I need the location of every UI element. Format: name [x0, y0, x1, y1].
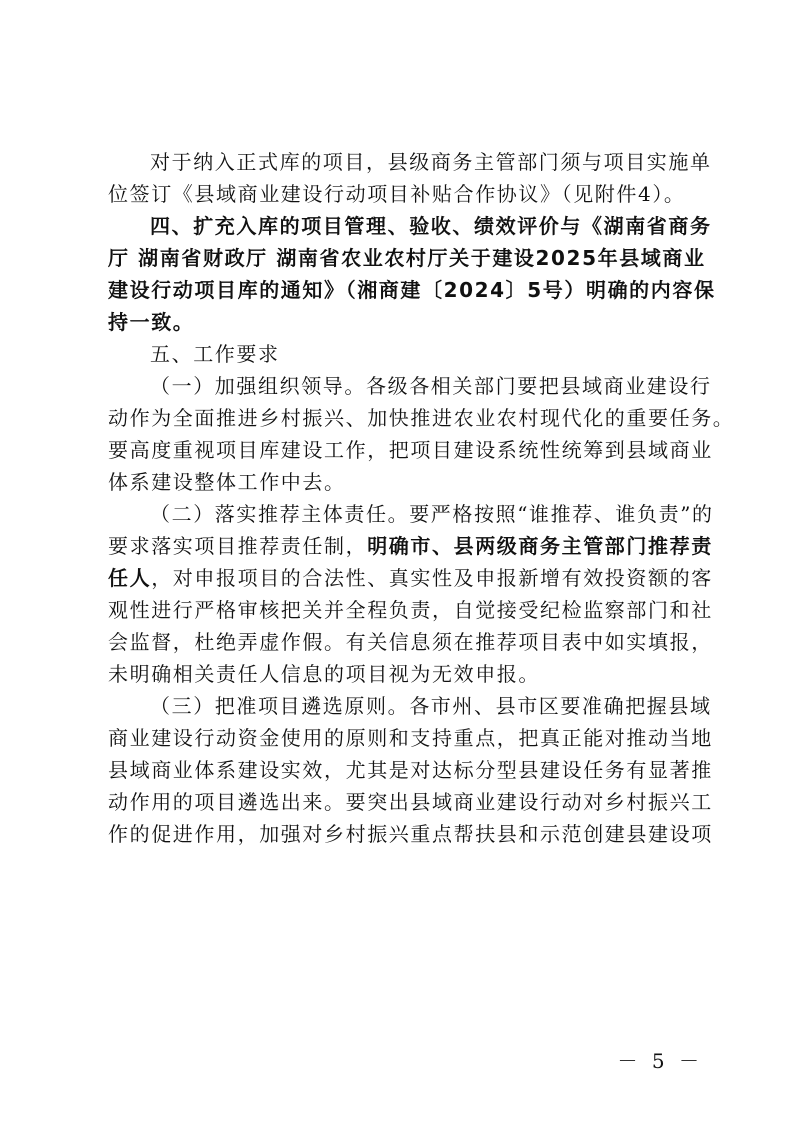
text-line: ，对申报项目的合法性、真实性及申报新增有效投资额的客 — [151, 566, 713, 590]
text-line: 要求落实项目推荐责任制， — [108, 534, 368, 558]
text-line: 四、扩充入库的项目管理、验收、绩效评价与《湖南省商务 — [150, 214, 712, 238]
text-line: 商业建设行动资金使用的原则和支持重点，把真正能对推动当地 — [108, 726, 713, 750]
text-line: 对于纳入正式库的项目，县级商务主管部门须与项目实施单 — [150, 150, 712, 174]
text-line: 县域商业体系建设实效，尤其是对达标分型县建设任务有显著推 — [108, 758, 713, 782]
text-line: 未明确相关责任人信息的项目视为无效申报。 — [108, 662, 540, 686]
section-four-heading — [108, 210, 716, 338]
text-line: 五、工作要求 — [150, 342, 280, 366]
text-line: 动作为全面推进乡村振兴、加快推进农业农村现代化的重要任务。 — [108, 406, 735, 430]
bold-emphasis: 任人 — [108, 566, 152, 590]
paragraph-item-two — [108, 498, 714, 690]
page-number: － 5 － — [617, 1049, 703, 1073]
text-line: （一）加强组织领导。各级各相关部门要把县域商业建设行 — [150, 374, 712, 398]
text-line: 动作用的项目遴选出来。要突出县域商业建设行动对乡村振兴工 — [108, 790, 713, 814]
text-line: （三）把准项目遴选原则。各市州、县市区要准确把握县域 — [150, 694, 712, 718]
text-line: 厅 湖南省财政厅 湖南省农业农村厅关于建设2025年县域商业 — [108, 246, 706, 270]
text-line: （二）落实推荐主体责任。要严格按照“谁推荐、谁负责”的 — [150, 502, 714, 526]
text-line: 要高度重视项目库建设工作，把项目建设系统性统筹到县域商业 — [108, 438, 713, 462]
text-line: 建设行动项目库的通知》（湘商建〔2024〕5号）明确的内容保 — [108, 278, 716, 302]
document-body — [108, 146, 735, 850]
text-line: 观性进行严格审核把关并全程负责，自觉接受纪检监察部门和社 — [108, 598, 713, 622]
paragraph-agreement — [108, 146, 712, 210]
section-five-heading — [108, 338, 704, 370]
text-line: 持一致。 — [108, 310, 195, 334]
text-line: 位签订《县域商业建设行动项目补贴合作协议》（见附件4）。 — [108, 182, 686, 206]
text-line: 会监督，杜绝弄虚作假。有关信息须在推荐项目表中如实填报， — [108, 630, 713, 654]
text-line: 体系建设整体工作中去。 — [108, 470, 346, 494]
paragraph-item-three — [108, 690, 713, 850]
bold-emphasis: 明确市、县两级商务主管部门推荐责 — [367, 534, 713, 558]
paragraph-item-one — [108, 370, 735, 498]
text-line: 作的促进作用，加强对乡村振兴重点帮扶县和示范创建县建设项 — [108, 822, 713, 846]
